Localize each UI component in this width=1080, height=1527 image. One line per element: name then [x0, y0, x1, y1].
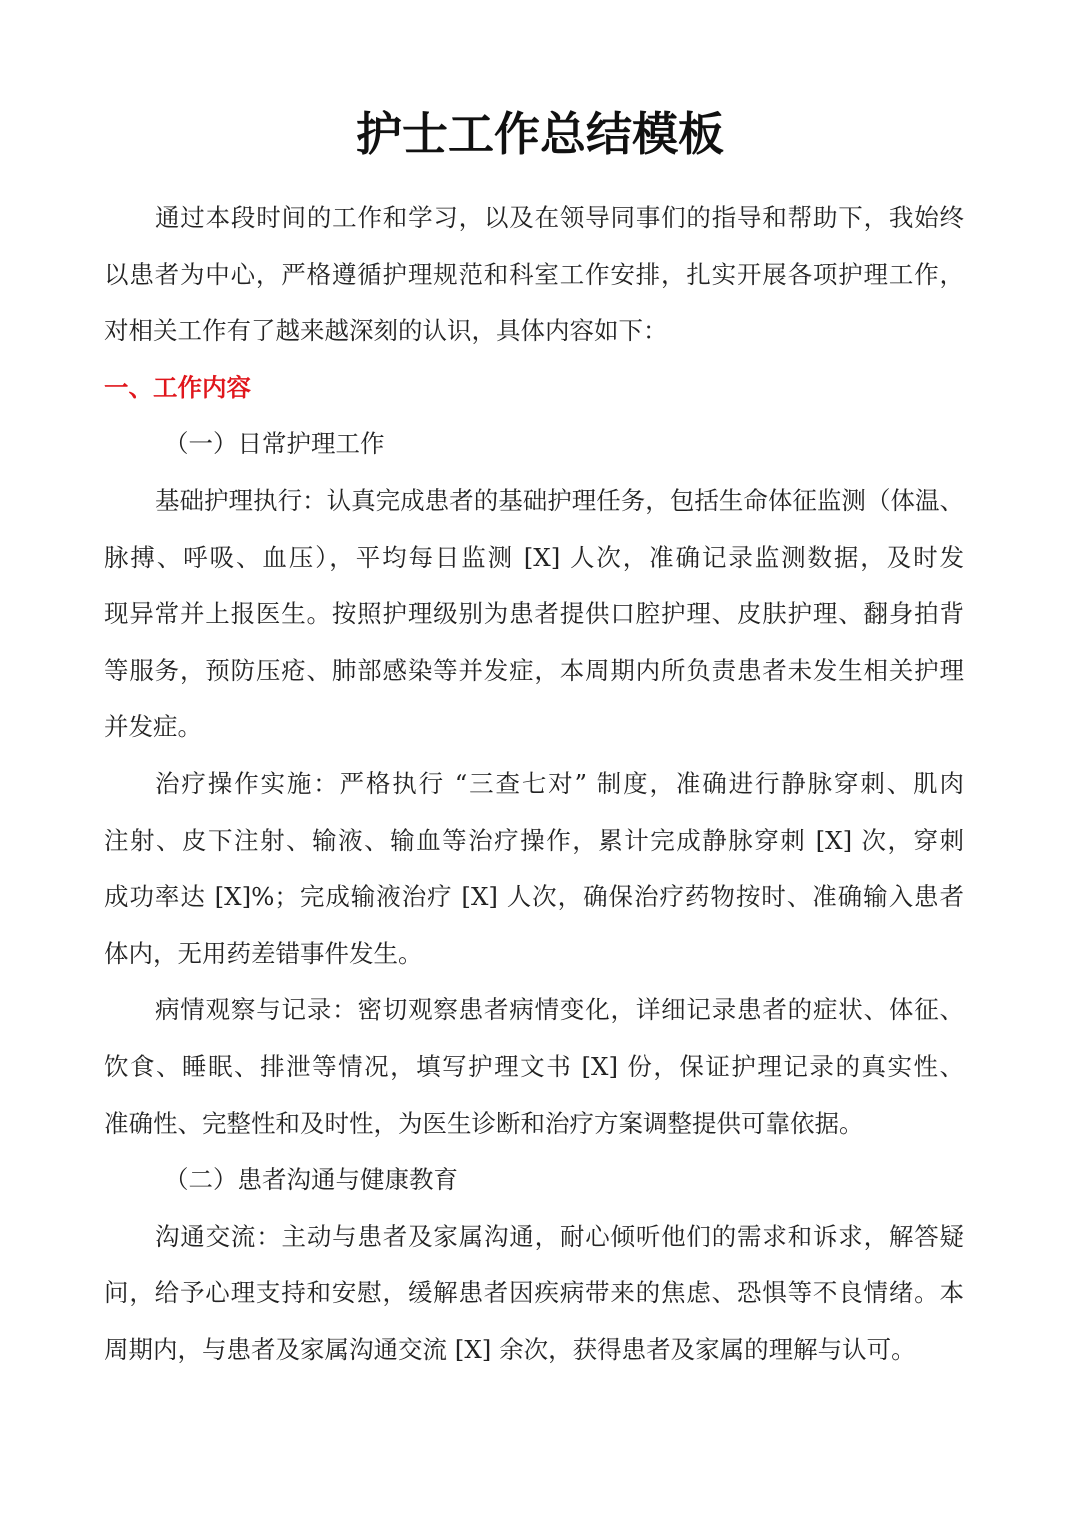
text-line: 并发症。: [104, 712, 202, 742]
text-line: 基础护理执行：认真完成患者的基础护理任务，包括生命体征监测（体温、: [155, 485, 964, 515]
paragraph: [104, 982, 964, 1152]
text-line: （一）日常护理工作: [164, 429, 385, 459]
text-line: 以患者为中心，严格遵循护理规范和科室工作安排，扎实开展各项护理工作，: [104, 259, 964, 289]
subsection-heading: [104, 416, 964, 473]
text-line: 饮食、睡眠、排泄等情况，填写护理文书 [X] 份，保证护理记录的真实性、: [104, 1051, 964, 1081]
text-line: （二）患者沟通与健康教育: [164, 1165, 458, 1195]
text-line: 通过本段时间的工作和学习，以及在领导同事们的指导和帮助下，我始终: [155, 203, 964, 232]
text-line: 一、工作内容: [104, 372, 251, 402]
text-line: 成功率达 [X]%；完成输液治疗 [X] 人次，确保治疗药物按时、准确输入患者: [104, 882, 964, 912]
section-heading: [104, 360, 964, 417]
document-title: 护士工作总结模板: [356, 107, 724, 161]
paragraph: [104, 473, 964, 756]
paragraph: [104, 1209, 964, 1379]
text-line: 对相关工作有了越来越深刻的认识，具体内容如下：: [104, 316, 668, 346]
text-line: 问，给予心理支持和安慰，缓解患者因疾病带来的焦虑、恐惧等不良情绪。本: [104, 1278, 964, 1308]
text-line: 现异常并上报医生。按照护理级别为患者提供口腔护理、皮肤护理、翻身拍背: [104, 599, 964, 629]
text-line: 周期内，与患者及家属沟通交流 [X] 余次，获得患者及家属的理解与认可。: [104, 1334, 916, 1364]
subsection-heading: [104, 1152, 964, 1209]
text-line: 等服务，预防压疮、肺部感染等并发症，本周期内所负责患者未发生相关护理: [104, 655, 964, 685]
text-line: 脉搏、呼吸、血压），平均每日监测 [X] 人次，准确记录监测数据，及时发: [104, 542, 964, 572]
text-line: 准确性、完整性和及时性，为医生诊断和治疗方案调整提供可靠依据。: [104, 1108, 864, 1138]
text-line: 治疗操作实施：严格执行 “三查七对” 制度，准确进行静脉穿刺、肌肉: [155, 768, 964, 798]
text-line: 体内，无用药差错事件发生。: [104, 938, 423, 968]
text-line: 病情观察与记录：密切观察患者病情变化，详细记录患者的症状、体征、: [155, 995, 964, 1025]
text-line: 注射、皮下注射、输液、输血等治疗操作，累计完成静脉穿刺 [X] 次，穿刺: [104, 825, 964, 855]
document-body: [104, 190, 964, 1378]
paragraph: [104, 756, 964, 982]
text-line: 沟通交流：主动与患者及家属沟通，耐心倾听他们的需求和诉求，解答疑: [155, 1221, 964, 1251]
paragraph: [104, 190, 964, 360]
